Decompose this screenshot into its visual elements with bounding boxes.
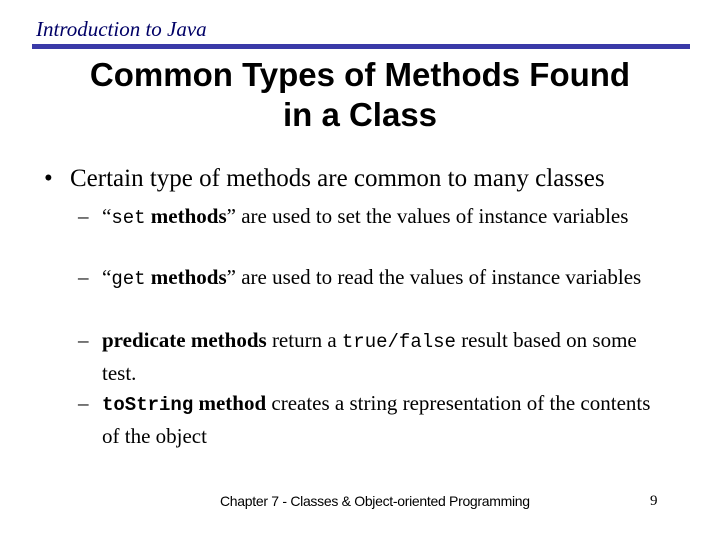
main-bullet: [44, 164, 605, 194]
sub-bullet-tostring-method: [78, 388, 658, 452]
slide-title-line-2: in a Class: [282, 96, 438, 133]
main-bullet-text: Certain type of methods are common to many classes: [70, 165, 605, 192]
bullet-marker: •: [44, 165, 53, 192]
code-set: set: [111, 207, 146, 229]
sub-bullet-text: creates a string representation of the contents of the object: [102, 391, 651, 448]
sub-bullet-text: ” are used to set the values of instance variables: [226, 204, 629, 228]
code-tostring: toString: [102, 394, 194, 416]
sub-bullet-get-methods: [78, 262, 658, 295]
sub-bullet-text: return a: [266, 328, 342, 352]
footer-text: Chapter 7 - Classes & Object-oriented Programming: [220, 493, 530, 509]
bold-method: method: [193, 391, 267, 415]
bold-methods: methods: [145, 265, 227, 289]
sub-bullet-text: result based on some test.: [102, 328, 637, 385]
slide-title-line-1: Common Types of Methods Found: [89, 56, 631, 93]
sub-bullet-text: ” are used to read the values of instance variables: [226, 265, 642, 289]
code-get: get: [111, 268, 146, 290]
sub-bullet-dash: –: [78, 204, 89, 228]
bold-methods: methods: [145, 204, 227, 228]
quote-open: “: [102, 204, 112, 228]
code-true-false: true/false: [341, 331, 456, 353]
header-title: Introduction to Java: [36, 17, 207, 41]
page-number: 9: [650, 493, 658, 509]
sub-bullet-predicate-methods: [78, 325, 658, 389]
sub-bullet-set-methods: [78, 201, 658, 234]
quote-open: “: [102, 265, 112, 289]
sub-bullet-dash: –: [78, 265, 89, 289]
slide-title: [40, 55, 680, 135]
sub-bullet-dash: –: [78, 328, 89, 352]
bold-predicate-methods: predicate methods: [102, 328, 267, 352]
sub-bullet-dash: –: [78, 391, 89, 415]
header-rule: [32, 44, 690, 49]
